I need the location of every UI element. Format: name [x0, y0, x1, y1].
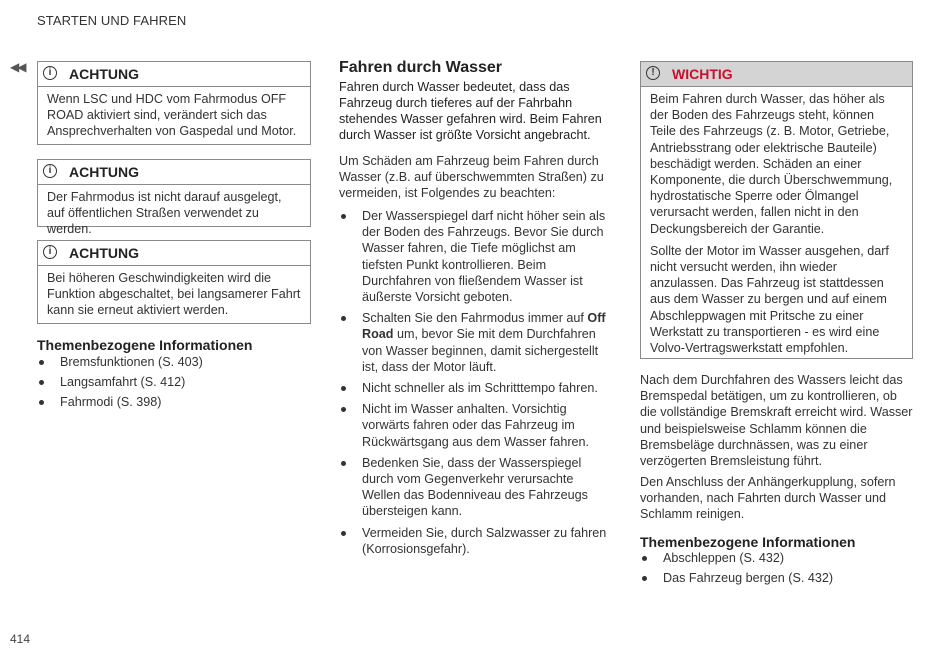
list-item-text: Schalten Sie den Fahrmodus immer auf	[362, 311, 588, 326]
info-circle-icon: i	[43, 66, 57, 80]
exclamation-circle-icon: !	[646, 66, 660, 80]
related-link[interactable]: Langsamfahrt (S. 412)	[37, 374, 311, 390]
warning-label: ACHTUNG	[69, 164, 139, 180]
warning-text: Wenn LSC und HDC vom Fahrmodus OFF ROAD aktiviert sind, verändert sich das Ansprechverhalten von Gaspedal und Motor.	[47, 92, 297, 139]
important-text: Sollte der Motor im Wasser ausgehen, darf nicht versucht werden, ihn wieder anzulassen. Das Fahrzeug ist stattdessen aus dem Wasser zu bergen und auf einem Abschleppwagen mit Pritsche zu einer Werkstatt zu transportieren - es wird eine Volvo-Vertragswerkstatt empfohlen.	[650, 243, 889, 356]
trailer-hitch-paragraph: Den Anschluss der Anhängerkupplung, sofern vorhanden, nach Fahrten durch Wasser und Schlamm reinigen.	[640, 475, 896, 522]
warning-text: Der Fahrmodus ist nicht darauf ausgelegt, auf öffentlichen Straßen verwendet zu werden.	[47, 190, 282, 237]
related-info-title: Themenbezogene Informationen	[37, 337, 253, 353]
warning-header	[38, 62, 310, 87]
after-water-paragraph: Nach dem Durchfahren des Wassers leicht das Bremspedal betätigen, um zu kontrollieren, ob die vollständige Bremskraft erreicht wird. Wasser und beispielsweise Schlamm können die Bremsbeläge durchnässen, was zu einer verzögerten Bremsleistung führt.	[640, 373, 913, 469]
list-item: Vermeiden Sie, durch Salzwasser zu fahren (Korrosionsgefahr).	[339, 525, 613, 557]
important-box	[640, 61, 913, 359]
list-item: Nicht im Wasser anhalten. Vorsichtig vorwärts fahren oder das Fahrzeug im Rückwärtsgang aus dem Wasser fahren.	[339, 401, 613, 450]
info-circle-icon: i	[43, 245, 57, 259]
related-link[interactable]: Das Fahrzeug bergen (S. 432)	[640, 570, 916, 586]
list-item	[339, 310, 613, 375]
warning-label: ACHTUNG	[69, 245, 139, 261]
important-label: WICHTIG	[672, 66, 733, 82]
related-info-list	[640, 550, 916, 590]
intro-paragraph: Um Schäden am Fahrzeug beim Fahren durch Wasser (z.B. auf überschwemmten Straßen) zu vermeiden, ist Folgendes zu beachten:	[339, 154, 604, 201]
info-circle-icon: i	[43, 164, 57, 178]
related-link[interactable]: Abschleppen (S. 432)	[640, 550, 916, 566]
section-header: STARTEN UND FAHREN	[37, 13, 187, 28]
related-link[interactable]: Fahrmodi (S. 398)	[37, 394, 311, 410]
warning-box-1	[37, 61, 311, 145]
related-info-list	[37, 354, 311, 415]
warning-box-2	[37, 159, 311, 237]
related-info-title: Themenbezogene Informationen	[640, 534, 856, 550]
list-item: Bedenken Sie, dass der Wasserspiegel durch vom Gegenverkehr verursachte Wellen das Bodenniveau des Fahrzeugs übersteigen kann.	[339, 455, 613, 520]
drive-mode-name: Off Road	[362, 311, 606, 342]
warning-text: Bei höheren Geschwindigkeiten wird die Funktion abgeschaltet, bei langsamerer Fahrt kann sie erneut aktiviert werden.	[47, 271, 301, 318]
section-lead: Fahren durch Wasser bedeutet, dass das Fahrzeug durch tieferes auf der Fahrbahn stehendes Wasser gefahren wird. Beim Fahren durch Wasser ist größte Vorsicht angebracht.	[339, 80, 602, 142]
page-number: 414	[10, 632, 31, 646]
water-driving-tips	[339, 208, 613, 562]
previous-page-icon[interactable]: ◀◀	[10, 60, 25, 74]
related-link[interactable]: Bremsfunktionen (S. 403)	[37, 354, 311, 370]
warning-header	[38, 241, 310, 266]
warning-label: ACHTUNG	[69, 66, 139, 82]
list-item: Der Wasserspiegel darf nicht höher sein als der Boden des Fahrzeugs. Bevor Sie durch Wasser fahren, die Tiefe möglichst am tiefsten Punkt kontrollieren. Beim Durchfahren von fließendem Wasser ist äußerste Vorsicht geboten.	[339, 208, 613, 305]
section-title: Fahren durch Wasser	[339, 59, 503, 76]
list-item-text: um, bevor Sie mit dem Durchfahren von Wasser beginnen, damit sichergestellt ist, dass der Motor läuft.	[362, 327, 599, 374]
warning-box-3	[37, 240, 311, 324]
warning-header	[38, 160, 310, 185]
list-item: Nicht schneller als im Schritttempo fahren.	[339, 380, 613, 396]
important-header	[641, 62, 912, 87]
important-text: Beim Fahren durch Wasser, das höher als der Boden des Fahrzeugs steht, können Teile des Fahrzeugs (z. B. Motor, Getriebe, Antriebsstrang oder elektrische Bauteile) beschädigt werden. Schäden an einer Komponente, die durch Überschwemmung, hydrostatische Sperre oder Ölmangel verursacht werden, fallen nicht in den Deckungsbereich der Garantie.	[650, 92, 893, 236]
